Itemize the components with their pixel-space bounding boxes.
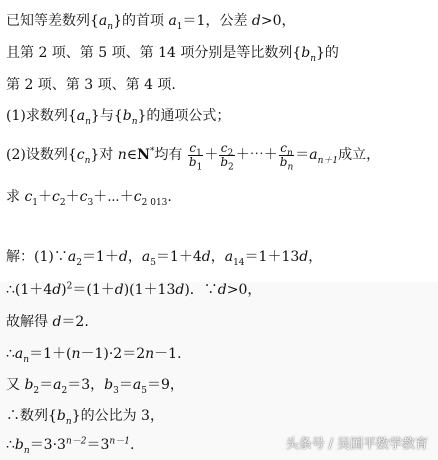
var: b: [14, 437, 24, 453]
subscript: 2: [76, 257, 82, 268]
text: (1)求数列{: [6, 108, 77, 124]
text: 解：(1)∵: [6, 249, 68, 265]
text: ＝2.: [61, 314, 89, 330]
superscript: n－2: [65, 436, 87, 447]
subscript: 2 013: [141, 197, 168, 208]
var: c: [133, 189, 142, 205]
problem-line-3: [6, 76, 176, 94]
var: d: [175, 282, 185, 298]
plus: ＋: [65, 189, 80, 205]
problem-line-5: [6, 140, 380, 170]
solution-line-2: [6, 281, 261, 299]
text: ＝1，公差: [182, 13, 252, 29]
var: d: [52, 282, 62, 298]
subscript: 14: [233, 257, 245, 268]
plus: ＋: [38, 189, 53, 205]
subscript: 3: [113, 385, 119, 396]
text: ，: [308, 249, 323, 265]
var: c: [52, 189, 60, 205]
text: )．∵: [184, 282, 218, 298]
fraction-cn-bn: $\frac{c_n}{b_n}$: [279, 140, 294, 172]
text: ＝1＋4: [155, 249, 202, 265]
superscript: 2: [66, 281, 73, 292]
var: b: [301, 45, 311, 61]
solution-line-6: [6, 407, 164, 425]
text: －1)·2＝2: [80, 346, 146, 362]
var: b: [104, 377, 114, 393]
text: (2)设数列{: [6, 147, 77, 163]
var: b: [122, 108, 132, 124]
subscript: n: [107, 21, 114, 32]
problem-line-2: [6, 44, 339, 62]
solution-line-7: [6, 436, 134, 454]
equals: ＝: [39, 377, 54, 393]
var: d: [299, 249, 309, 265]
var: n: [145, 346, 155, 362]
text: 成立，: [338, 147, 381, 163]
solution-line-1: [6, 248, 322, 266]
solution-line-3: [6, 313, 89, 331]
var: d: [118, 249, 128, 265]
fraction-c1-b1: $\frac{c_1}{b_1}$: [188, 140, 203, 172]
subscript: 2: [33, 385, 40, 396]
var: a: [76, 108, 86, 124]
text: 第 2 项、第 3 项、第 4 项.: [6, 77, 176, 93]
var: a: [67, 249, 77, 265]
subscript: n: [85, 116, 91, 127]
var: a: [98, 13, 108, 29]
var: n: [71, 346, 81, 362]
text: }对: [90, 147, 118, 163]
var: d: [52, 314, 62, 330]
text: }的通项公式；: [137, 108, 231, 124]
equals: ＝: [295, 147, 310, 163]
text: ，: [210, 249, 225, 265]
var: b: [24, 377, 34, 393]
plus-ellipsis: ＋⋯＋: [235, 147, 278, 163]
subscript: n: [310, 53, 317, 64]
plus-ellipsis: ＋⋯＋: [93, 189, 134, 205]
text: }的公比为 3，: [71, 408, 164, 424]
var: n: [117, 147, 127, 163]
plus: ＋: [204, 147, 219, 163]
var: d: [251, 13, 261, 29]
var: a: [309, 147, 318, 163]
text: ＝3·3: [29, 437, 66, 453]
text: 求: [6, 189, 25, 205]
fraction-c2-b2: $\frac{c_2}{b_2}$: [220, 140, 234, 172]
subscript: 1: [32, 197, 39, 208]
subscript: n: [23, 445, 30, 456]
text: ＝9，: [146, 377, 184, 393]
equals: ＝: [118, 377, 133, 393]
var: a: [168, 13, 177, 29]
text: ＝1＋13: [244, 249, 300, 265]
text: －1.: [154, 346, 182, 362]
var: a: [224, 249, 234, 265]
var: c: [24, 189, 33, 205]
text: ): [61, 282, 67, 298]
var: c: [76, 147, 85, 163]
text: )(1＋13: [123, 282, 176, 298]
text: }与{: [90, 108, 123, 124]
subscript: n: [23, 354, 30, 365]
naturals-symbol: N: [137, 147, 150, 163]
solution-line-4: [6, 345, 182, 363]
problem-line-6: [6, 188, 172, 206]
var: d: [201, 249, 211, 265]
var: a: [14, 346, 24, 362]
text: ＝1＋: [81, 249, 119, 265]
text: ＝(1＋: [72, 282, 115, 298]
text: >0，: [260, 13, 296, 29]
problem-line-1: [6, 12, 296, 30]
watermark-separator: /: [328, 437, 333, 452]
subscript: n＋1: [317, 155, 339, 166]
text: 已知等差数列{: [6, 13, 99, 29]
text: ＝1＋(: [29, 346, 72, 362]
text: ∴数列{: [6, 408, 57, 424]
subscript: n: [84, 155, 91, 166]
therefore-symbol: ∴: [6, 437, 15, 453]
text: ＝3，: [67, 377, 105, 393]
watermark-platform: 头条号: [285, 437, 325, 452]
subscript: 1: [176, 21, 183, 32]
text: 且第 2 项、第 5 项、第 14 项分别是等比数列{: [6, 45, 302, 61]
var: b: [56, 408, 66, 424]
watermark-author: 吴国平数学教育: [336, 437, 428, 452]
var: a: [141, 249, 151, 265]
subscript: 2: [61, 385, 68, 396]
subscript: 5: [150, 257, 156, 268]
var: a: [132, 377, 142, 393]
text: 又: [6, 377, 25, 393]
subscript: n: [65, 416, 72, 427]
text: .: [167, 189, 172, 205]
solution-line-5: [6, 376, 184, 394]
watermark: [286, 433, 428, 452]
text: ∴(1＋4: [6, 282, 53, 298]
element-of-symbol: ∈: [126, 147, 138, 163]
text: 均有: [154, 147, 183, 163]
superscript: *: [149, 146, 155, 157]
subscript: 3: [87, 197, 94, 208]
var: c: [79, 189, 88, 205]
therefore-symbol: ∴: [6, 346, 15, 362]
var: d: [114, 282, 124, 298]
text: .: [129, 437, 135, 453]
var: d: [217, 282, 227, 298]
text: ＝3: [86, 437, 110, 453]
subscript: n: [131, 116, 138, 127]
text: ，: [127, 249, 142, 265]
problem-line-4: [6, 107, 230, 125]
subscript: 2: [59, 197, 66, 208]
text: }的: [316, 45, 339, 61]
text: 故解得: [6, 314, 53, 330]
text: }的首项: [113, 13, 169, 29]
subscript: 5: [141, 385, 147, 396]
var: a: [53, 377, 62, 393]
superscript: n－1: [109, 436, 130, 447]
text: >0，: [226, 282, 262, 298]
